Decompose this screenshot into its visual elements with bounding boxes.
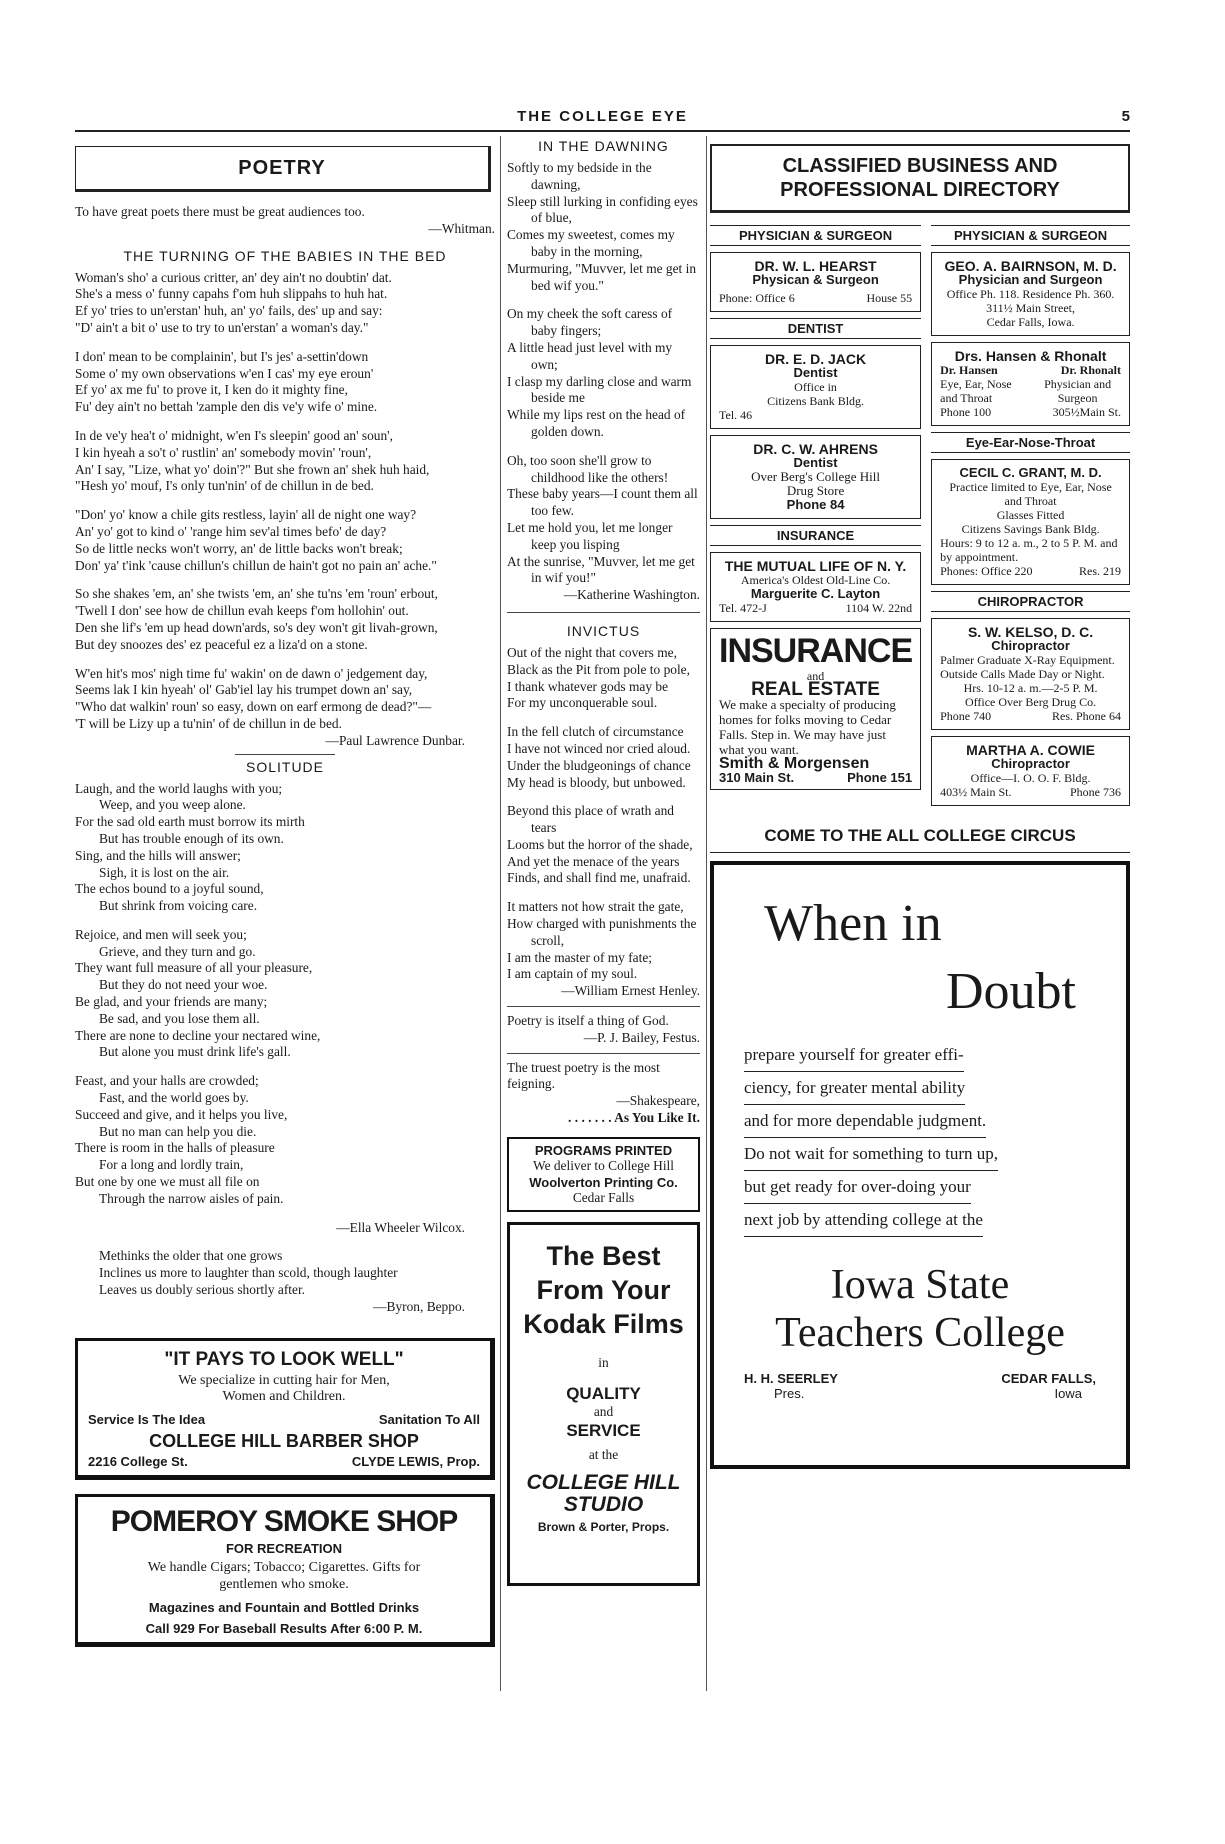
poem-line: I don' mean to be complainin', but I's jes' a-settin'down — [75, 348, 369, 364]
ahrens-card — [710, 435, 921, 519]
poem-line: They want full measure of all your pleasure, — [75, 960, 313, 976]
shakespeare-author: —Shakespeare, — [616, 1093, 700, 1109]
college-ad-body — [744, 1039, 1096, 1237]
when-in-text: When in — [764, 895, 942, 952]
solitude-stanza — [75, 1073, 495, 1207]
college-ad-line: ciency, for greater mental ability — [744, 1072, 965, 1105]
invictus-title: INVICTUS — [566, 622, 641, 639]
programs-title: PROGRAMS PRINTED — [534, 1142, 673, 1158]
poem-line: But shrink from voicing care. — [99, 898, 258, 914]
poem-line: Out of the night that covers me, — [507, 644, 677, 660]
dawning-title: IN THE DAWNING — [538, 138, 669, 154]
programs-line2: Woolverton Printing Co. — [529, 1174, 678, 1190]
smoke-line4: Call 929 For Baseball Results After 6:00 P. M. — [145, 1620, 423, 1636]
poem-line: Succeed and give, and it helps you live, — [75, 1106, 288, 1122]
kelso-card — [931, 618, 1130, 730]
babies-poem-title: THE TURNING OF THE BABIES IN THE BED — [123, 247, 447, 264]
poem-line: W'en hit's mos' nigh time fu' wakin' on de dawn o' jedgement day, — [75, 665, 428, 681]
kelso-line2: Hrs. 10-12 a. m.—2-5 P. M. — [963, 681, 1098, 695]
poem-line: Looms but the horror of the shade, — [507, 836, 693, 852]
poem-line: Den she lif's 'em up head down'ards, so's dey won't git livah-grown, — [75, 619, 438, 635]
cat-physician-right: PHYSICIAN & SURGEON — [931, 225, 1130, 246]
directory-right — [931, 219, 1130, 812]
ahrens-line2: Drug Store — [786, 483, 845, 498]
poem-line: But dey snoozes des' ez peaceful ez a liza'd on a stone. — [75, 636, 368, 652]
poem-line: It matters not how strait the gate, — [507, 899, 684, 915]
barber-line2: Women and Children. — [222, 1389, 346, 1405]
mutual-addr: 1104 W. 22nd — [845, 601, 913, 615]
grant-line3: Citizens Savings Bank Bldg. — [961, 522, 1100, 536]
kodak-line2: From Your — [536, 1275, 671, 1306]
poem-line: Don' ya' t'ink 'cause chillun's chillun de hain't got no pain an' ache." — [75, 557, 437, 573]
poetry-heading: POETRY — [75, 146, 491, 192]
poem-line: Fast, and the world goes by. — [99, 1090, 249, 1106]
grant-line2: Glasses Fitted — [996, 508, 1065, 522]
stanza-break — [507, 791, 700, 803]
school-line2: Teachers College — [775, 1310, 1065, 1356]
smith-insurance: INSURANCE — [719, 632, 913, 670]
poem-line: At the sunrise, "Muvver, let me get in wif you!" — [507, 553, 695, 586]
kelso-name: S. W. KELSO, D. C. — [967, 624, 1094, 640]
mutual-card — [710, 552, 921, 622]
poem-line: Murmuring, "Muvver, let me get in bed wif you." — [507, 260, 697, 293]
right-column — [710, 136, 1130, 1691]
college-ad-line-row — [744, 1072, 1096, 1105]
poem-line: Leaves us doubly serious shortly after. — [99, 1282, 306, 1298]
barber-right-tag: Sanitation To All — [378, 1412, 480, 1428]
college-ad-line: and for more dependable judgment. — [744, 1105, 986, 1138]
kodak-at-the: at the — [588, 1447, 619, 1463]
babies-poem — [75, 270, 495, 733]
divider — [235, 754, 335, 755]
cat-physician-left: PHYSICIAN & SURGEON — [710, 225, 921, 246]
mutual-line1: America's Oldest Old-Line Co. — [740, 573, 891, 587]
poem-line: She's a mess o' funny capahs f'om huh slippahs to huh hat. — [75, 286, 388, 302]
college-ad-line-row — [744, 1105, 1096, 1138]
poem-line: These baby years—I count them all too few. — [507, 486, 698, 519]
stanza-break — [75, 1061, 495, 1073]
programs-line1: We deliver to College Hill — [533, 1157, 674, 1173]
poem-line: Beyond this place of wrath and tears — [507, 803, 674, 836]
college-ad-line-row — [744, 1204, 1096, 1237]
bairnson-name: GEO. A. BAIRNSON, M. D. — [944, 258, 1117, 274]
poem-line: On my cheek the soft caress of baby fingers; — [507, 306, 673, 339]
mutual-agent: Marguerite C. Layton — [750, 586, 881, 601]
poem-line: I thank whatever gods may be — [507, 678, 669, 694]
jack-card — [710, 345, 921, 429]
hansen-addr: 305½Main St. — [1052, 405, 1121, 419]
president-title: Pres. — [774, 1386, 805, 1401]
poem-line: In the fell clutch of circumstance — [507, 724, 684, 740]
kelso-phone: Phone 740 — [940, 709, 992, 723]
washington-author: —Katherine Washington. — [563, 587, 700, 603]
poem-line: 'Twell I don' see how de chillun evah keeps f'om hollohin' out. — [75, 603, 409, 619]
kelso-line3: Office Over Berg Drug Co. — [964, 695, 1097, 709]
smoke-tagline: FOR RECREATION — [225, 1541, 343, 1557]
stanza-break — [75, 1208, 495, 1220]
ahrens-line1: Over Berg's College Hill — [751, 469, 880, 484]
dawning-poem — [507, 160, 700, 587]
smoke-line2: gentlemen who smoke. — [219, 1577, 349, 1593]
stanza-break — [507, 887, 700, 899]
bailey-quote: Poetry is itself a thing of God. — [507, 1013, 669, 1029]
poem-line: Under the bludgeonings of chance — [507, 757, 691, 773]
divider — [507, 612, 700, 613]
cat-chiropractor: CHIROPRACTOR — [931, 591, 1130, 612]
poem-line: Sleep still lurking in confiding eyes of blue, — [507, 193, 698, 226]
stanza-break — [75, 416, 495, 428]
jack-line1: Office in — [794, 380, 837, 394]
poem-line: Ef yo' tries to un'erstan' huh, an' yo' fails, des' up and say: — [75, 303, 383, 319]
poem-line: Seems lak I kin hyeah' ol' Gab'iel lay his trumpet down an' say, — [75, 682, 413, 698]
stanza-break — [75, 574, 495, 586]
college-ad-line: next job by attending college at the — [744, 1204, 983, 1237]
barber-ad — [75, 1338, 495, 1481]
hearst-card — [710, 252, 921, 312]
college-ad-line-row — [744, 1039, 1096, 1072]
grant-phone: Phones: Office 220 — [940, 564, 1033, 578]
poem-line: Be glad, and your friends are many; — [75, 994, 268, 1010]
stanza-break — [75, 495, 495, 507]
jack-title: Dentist — [793, 365, 838, 380]
smoke-shop-ad — [75, 1494, 495, 1647]
poem-line: "Don' yo' know a chile gits restless, layin' all de night one way? — [75, 507, 417, 523]
poem-line: Be sad, and you lose them all. — [99, 1010, 260, 1026]
smith-and: and — [806, 669, 825, 683]
bairnson-line3: Cedar Falls, Iowa. — [986, 315, 1075, 329]
directory-grid — [710, 219, 1130, 812]
poem-line: Black as the Pit from pole to pole, — [507, 661, 690, 677]
kodak-studio: COLLEGE HILL STUDIO — [526, 1470, 681, 1516]
mutual-tel: Tel. 472-J — [719, 601, 767, 615]
hansen-phone: Phone 100 — [940, 405, 992, 419]
smith-real-estate: REAL ESTATE — [751, 679, 880, 700]
college-ad-line-row — [744, 1138, 1096, 1171]
smoke-line1: We handle Cigars; Tobacco; Cigarettes. Gifts for — [147, 1560, 421, 1576]
barber-line1: We specialize in cutting hair for Men, — [178, 1372, 390, 1388]
directory-left — [710, 219, 921, 812]
poem-line: For the sad old earth must borrow its mirth — [75, 814, 305, 830]
barber-headline: "IT PAYS TO LOOK WELL" — [164, 1348, 404, 1370]
poem-line: Comes my sweetest, comes my baby in the morning, — [507, 227, 675, 259]
kelso-line1: Palmer Graduate X-Ray Equipment. Outside Calls Made Day or Night. — [940, 653, 1115, 681]
henley-author: —William Ernest Henley. — [561, 983, 700, 999]
college-ad-line: Do not wait for something to turn up, — [744, 1138, 998, 1171]
beppo-quote — [75, 1248, 495, 1298]
smith-phone: Phone 151 — [847, 770, 913, 785]
shakespeare-work: . . . . . . . As You Like It. — [568, 1110, 700, 1126]
ahrens-title: Dentist — [793, 455, 838, 470]
hearst-phone: Phone: Office 6 — [719, 291, 795, 305]
jack-tel: Tel. 46 — [719, 408, 753, 422]
shakespeare-quote: The truest poetry is the most feigning. — [507, 1059, 660, 1092]
poem-line: But no man can help you die. — [99, 1123, 257, 1139]
poem-line: "Who dat walkin' roun' so easy, down on earf ermong de dead?"— — [75, 699, 432, 715]
hansen-dr2: Dr. Rhonalt — [1060, 363, 1121, 377]
byron-author: —Byron, Beppo. — [373, 1298, 465, 1314]
stanza-break — [507, 294, 700, 306]
poem-line: How charged with punishments the scroll, — [507, 916, 697, 948]
circus-banner: COME TO THE ALL COLLEGE CIRCUS — [710, 826, 1130, 853]
stanza-break — [507, 441, 700, 453]
hansen-name: Drs. Hansen & Rhonalt — [954, 348, 1107, 364]
directory-heading: CLASSIFIED BUSINESS AND PROFESSIONAL DIRECTORY — [710, 144, 1130, 213]
poem-line: But they do not need your woe. — [99, 977, 268, 993]
kodak-quality: QUALITY — [566, 1384, 641, 1404]
smoke-shop-name: POMEROY SMOKE SHOP — [110, 1505, 458, 1539]
whitman-author: —Whitman. — [428, 220, 495, 236]
bairnson-title: Physician and Surgeon — [958, 272, 1103, 287]
smith-morgensen-ad — [710, 628, 921, 790]
president-name: H. H. SEERLEY — [744, 1371, 838, 1386]
poem-line: Let me hold you, let me longer keep you lisping — [507, 519, 673, 552]
cowie-card — [931, 736, 1130, 806]
stanza-break — [507, 712, 700, 724]
poem-line: An' yo' got to kind o' 'range him sev'al times befo' de day? — [75, 523, 387, 539]
college-city: CEDAR FALLS, — [1001, 1371, 1096, 1386]
solitude-title: SOLITUDE — [245, 758, 324, 775]
barber-shop-name: COLLEGE HILL BARBER SHOP — [149, 1431, 419, 1452]
hearst-name: DR. W. L. HEARST — [754, 258, 877, 274]
mutual-name: THE MUTUAL LIFE OF N. Y. — [724, 558, 907, 574]
grant-line4: Hours: 9 to 12 a. m., 2 to 5 P. M. and by appointment. — [940, 536, 1118, 564]
solitude-stanza — [75, 781, 495, 915]
solitude-stanza — [75, 927, 495, 1061]
poem-line: And yet the menace of the years — [507, 853, 680, 869]
poem-line: "D' ain't a bit o' use to try to un'erstan' a woman's day." — [75, 319, 369, 335]
smith-addr: 310 Main St. — [719, 770, 795, 785]
grant-res: Res. 219 — [1079, 564, 1121, 578]
poem-line: Through the narrow aisles of pain. — [99, 1190, 284, 1206]
poem-line: Feast, and your halls are crowded; — [75, 1073, 259, 1089]
poem-line: My head is bloody, but unbowed. — [507, 774, 686, 790]
page-header — [75, 108, 1130, 132]
poem-line: Fu' dey ain't no bettah 'zample den dis ve'y wife o' mine. — [75, 399, 378, 415]
programs-ad — [507, 1137, 700, 1213]
poem-line: But has trouble enough of its own. — [99, 830, 284, 846]
dunbar-author: —Paul Lawrence Dunbar. — [325, 732, 465, 748]
smith-text: We make a specialty of producing homes for folks moving to Cedar Falls. Step in. We may have just what you want. — [719, 697, 896, 757]
poem-line: But one by one we must all file on — [75, 1174, 260, 1190]
kodak-and: and — [593, 1404, 614, 1420]
divider — [507, 1006, 700, 1007]
jack-line2: Citizens Bank Bldg. — [767, 394, 865, 408]
college-ad-line: prepare yourself for greater effi- — [744, 1039, 964, 1072]
poem-line: Softly to my bedside in the dawning, — [507, 160, 652, 192]
kodak-ad — [507, 1222, 700, 1586]
ahrens-phone: Phone 84 — [786, 497, 845, 512]
hearst-house: House 55 — [866, 291, 913, 305]
divider — [507, 1053, 700, 1054]
poem-line: So she shakes 'em, an' she twists 'em, an' she tu'ns 'em 'roun' erbout, — [75, 586, 438, 602]
barber-left-tag: Service Is The Idea — [88, 1412, 206, 1428]
poem-line: There are none to decline your nectared wine, — [75, 1027, 321, 1043]
hearst-title: Physican & Surgeon — [752, 272, 879, 287]
poem-line: I clasp my darling close and warm beside me — [507, 373, 692, 406]
newspaper-title: THE COLLEGE EYE — [517, 108, 688, 125]
stanza-break — [75, 337, 495, 349]
poem-line: For my unconquerable soul. — [507, 695, 658, 711]
poem-line: Some o' my own observations w'en I cas' my eye eroun' — [75, 365, 374, 381]
wilcox-author: —Ella Wheeler Wilcox. — [336, 1219, 465, 1235]
poem-line: Ef yo' ax me fu' to prove it, I ken do it mighty fine, — [75, 382, 348, 398]
hansen-card — [931, 342, 1130, 426]
poem-line: An' I say, "Lize, what yo' doin'?" But she frown an' shek huh haid, — [75, 461, 430, 477]
barber-address: 2216 College St. — [88, 1454, 188, 1470]
bairnson-line2: 311½ Main Street, — [986, 301, 1075, 315]
cowie-title: Chiropractor — [991, 756, 1070, 771]
poem-line: A little head just level with my own; — [507, 339, 673, 372]
whitman-epigraph: To have great poets there must be great audiences too. — [75, 204, 365, 219]
bairnson-card — [931, 252, 1130, 336]
solitude-poem — [75, 781, 495, 1220]
poem-line: Rejoice, and men will seek you; — [75, 926, 247, 942]
school-line1: Iowa State — [830, 1262, 1010, 1308]
college-state: Iowa — [1054, 1386, 1082, 1401]
programs-line3: Cedar Falls — [572, 1189, 635, 1205]
teachers-college-ad — [710, 861, 1130, 1469]
poem-line: Methinks the older that one grows — [99, 1248, 283, 1264]
stanza-break — [75, 915, 495, 927]
kodak-line3: Kodak Films — [523, 1309, 684, 1340]
page-number: 5 — [1121, 108, 1130, 125]
poem-line: But alone you must drink life's gall. — [99, 1044, 291, 1060]
kelso-title: Chiropractor — [991, 638, 1070, 653]
smoke-line3: Magazines and Fountain and Bottled Drinks — [148, 1599, 420, 1615]
cat-eye-ear: Eye-Ear-Nose-Throat — [931, 432, 1130, 453]
poem-line: Weep, and you weep alone. — [99, 797, 246, 813]
ahrens-name: DR. C. W. AHRENS — [753, 441, 878, 457]
poem-line: Woman's sho' a curious critter, an' dey ain't no doubtin' dat. — [75, 269, 392, 285]
college-ad-line-row — [744, 1171, 1096, 1204]
kodak-line1: The Best — [546, 1241, 661, 1272]
poem-line: So de little necks won't worry, an' de little backs won't break; — [75, 540, 403, 556]
left-column — [75, 136, 495, 1691]
hansen-spec2: Physician and Surgeon — [1044, 377, 1112, 405]
cowie-addr: 403½ Main St. — [940, 785, 1012, 799]
poem-line: Oh, too soon she'll grow to childhood like the others! — [507, 452, 669, 485]
cowie-phone: Phone 736 — [1070, 785, 1121, 799]
poem-line: There is room in the halls of pleasure — [75, 1140, 275, 1156]
cat-insurance: INSURANCE — [710, 525, 921, 546]
poem-line: Finds, and shall find me, unafraid. — [507, 870, 691, 886]
kodak-in: in — [598, 1355, 609, 1371]
poem-line: I am the master of my fate; — [507, 949, 653, 965]
poem-line: I kin hyeah a so't o' rustlin' an' somebody movin' 'roun', — [75, 444, 372, 460]
grant-card — [931, 459, 1130, 585]
doubt-text: Doubt — [946, 963, 1076, 1020]
hansen-spec1: Eye, Ear, Nose and Throat — [940, 377, 1012, 405]
poem-line: Laugh, and the world laughs with you; — [75, 780, 283, 796]
grant-name: CECIL C. GRANT, M. D. — [959, 465, 1102, 480]
college-ad-line: but get ready for over-doing your — [744, 1171, 971, 1204]
poem-line: In de ve'y hea't o' midnight, w'en I's sleepin' good an' soun', — [75, 427, 393, 443]
poem-line: I am captain of my soul. — [507, 966, 638, 982]
poem-line: For a long and lordly train, — [99, 1157, 244, 1173]
stanza-break — [75, 654, 495, 666]
kodak-props: Brown & Porter, Props. — [537, 1519, 670, 1534]
poem-line: Sigh, it is lost on the air. — [99, 864, 230, 880]
poem-line: "Hesh yo' mouf, I's only tun'nin' of de chillun in de bed. — [75, 478, 374, 494]
kodak-service: SERVICE — [566, 1421, 641, 1441]
barber-proprietor: CLYDE LEWIS, Prop. — [351, 1454, 480, 1470]
bairnson-line1: Office Ph. 118. Residence Ph. 360. — [946, 287, 1115, 301]
poem-line: Grieve, and they turn and go. — [99, 943, 256, 959]
bailey-author: —P. J. Bailey, Festus. — [583, 1029, 700, 1045]
hansen-dr1: Dr. Hansen — [940, 363, 998, 377]
smith-name: Smith & Morgensen — [719, 755, 870, 772]
poem-line: Sing, and the hills will answer; — [75, 847, 241, 863]
cowie-name: MARTHA A. COWIE — [966, 742, 1095, 758]
invictus-poem — [507, 645, 700, 983]
poem-line: I have not winced nor cried aloud. — [507, 740, 691, 756]
poem-line: 'T will be Lizy up a tu'nin' of de chillun in de bed. — [75, 715, 342, 731]
kelso-res: Res. Phone 64 — [1052, 709, 1121, 723]
poem-line: The echos bound to a joyful sound, — [75, 881, 264, 897]
poem-line: While my lips rest on the head of golden down. — [507, 407, 686, 439]
cowie-line1: Office—I. O. O. F. Bldg. — [970, 771, 1091, 785]
middle-column — [500, 136, 707, 1691]
grant-line1: Practice limited to Eye, Ear, Nose and Throat — [949, 480, 1112, 508]
cat-dentist: DENTIST — [710, 318, 921, 339]
jack-name: DR. E. D. JACK — [765, 351, 867, 367]
poem-line: Inclines us more to laughter than scold, though laughter — [99, 1265, 398, 1281]
